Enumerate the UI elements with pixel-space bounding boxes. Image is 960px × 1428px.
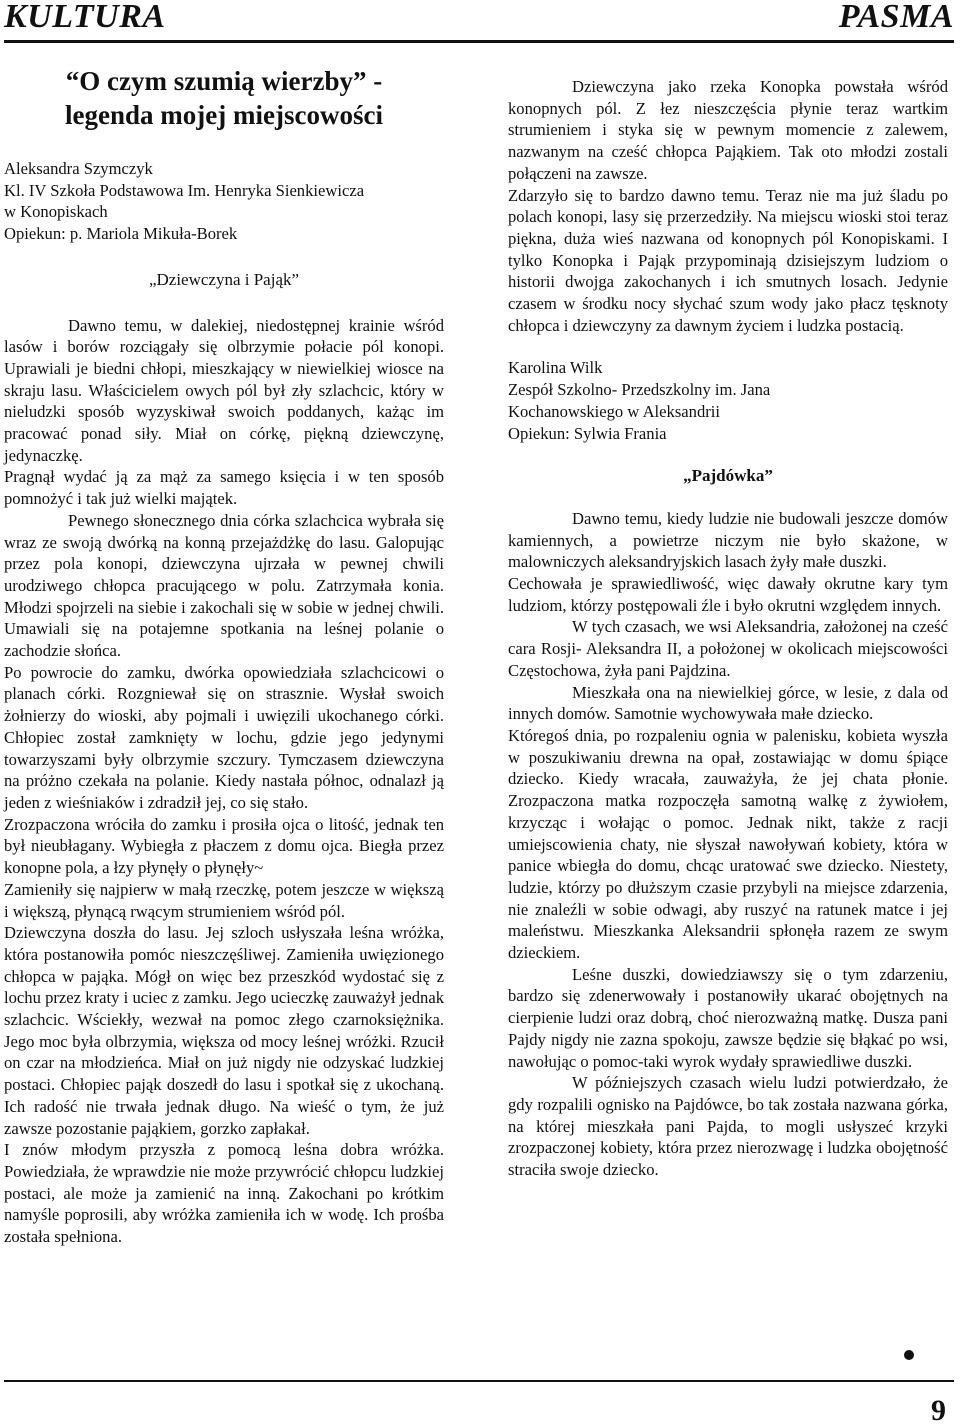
paragraph: Dziewczyna doszła do lasu. Jej szloch usłyszała leśna wróżka, która postanowiła pomóc nieszczęśliwej. Zamieniła uwięzionego chłopca w pająka. Mógł on więc bez przeszkód wydostać się z lochu przez kraty i uciec z zamku. Jego ucieczkę zauważył jednak szlachcic. Wściekły, wezwał na pomoc złego czarnoksiężnika. Jego moc była olbrzymia, większa od mocy leśnej wróżki. Rzucił on czar na młodzieńca. Miał on już nigdy nie odzyskać ludzkiej postaci. Chłopiec pająk doszedł do lasu i spotkał się z ukochaną. Ich radość nie trwała jednak długo. Na wieść o tym, że już zawsze pozostanie pająkiem, gorzko zapłakał. [4, 923, 444, 1138]
author-name: Aleksandra Szymczyk [4, 159, 153, 178]
article1-byline [4, 158, 444, 245]
paragraph: I znów młodym przyszła z pomocą leśna dobra wróżka. Powiedziała, że wprawdzie nie może przywrócić chłopcu ludzkiej postaci, ale może ja zamienić na inną. Zakochani po krótkim namyśle poprosili, aby wróżka zamieniła ich w wodę. Ich prośba została spełniona. [4, 1140, 444, 1247]
supervisor-name: Opiekun: p. Mariola Mikuła-Borek [4, 224, 238, 244]
author-name: Karolina Wilk [508, 358, 603, 378]
left-column [4, 64, 444, 1248]
paragraph: Zrozpaczona wróciła do zamku i prosiła ojca o litość, jednak ten był nieubłagany. Wybiegła z płaczem z domu ojca. Biegła przez konopne pola, a łzy płynęły o płynęły~ [4, 814, 444, 878]
paragraph: Dziewczyna jako rzeka Konopka powstała wśród konopnych pól. Z łez nieszczęścia płynie teraz wartkim strumieniem i styka się w pewnym momencie z zalewem, nazwanym na cześć chłopca Pająkiem. Tak oto młodzi zostali połączeni na zawsze. [508, 77, 948, 183]
paragraph: Dawno temu, w dalekiej, niedostępnej krainie wśród lasów i borów rozciągały się olbrzymie połacie pól konopi. Uprawiali je biedni chłopi, mieszkający w niewielkiej wiosce na skraju lasu. Właścicielem owych pól był zły szlachcic, który w nieludzki sposób wyzyskiwał swoich poddanych, każąc im pracować ponad siły. Miał on córkę, piękną dziewczynę, jedynaczkę. [4, 315, 444, 465]
article-title [4, 64, 444, 132]
footer-divider [4, 1380, 954, 1382]
section-name: KULTURA [4, 0, 166, 35]
header-divider [4, 40, 954, 43]
page-number: 9 [931, 1394, 946, 1427]
paragraph: Po powrocie do zamku, dwórka opowiedziała szlachcicowi o planach córki. Rozgniewał się on strasznie. Wysłał swoich żołnierzy do wioski, aby pojmali i uwięzili ukochanego córki. Chłopiec został zamknięty w lochu, gdzie jego jedynymi towarzyszami były olbrzymie szczury. Tymczasem dziewczyna na próżno czekała na polanie. Kiedy nastała północ, odnalazł ją jeden z wieśniaków i zdradził jej, co się stało. [4, 662, 444, 812]
paragraph: Leśne duszki, dowiedziawszy się o tym zdarzeniu, bardzo się zdenerwowały i postanowiły ukarać obojętnych na cierpienie ludzi oraz dobrą, choć nierozważną matkę. Dusza pani Pajdy nigdy nie zazna spokoju, zawsze będzie się błąkać po wsi, nawołując o pomoc-taki wyrok wydały sprawiedliwe duszki. [508, 964, 948, 1071]
paragraph: Zamieniły się najpierw w małą rzeczkę, potem jeszcze w większą i większą, płynącą rwącym strumieniem wśród pól. [4, 879, 444, 921]
end-of-article-dot [904, 1350, 914, 1360]
school-line: Zespół Szkolno- Przedszkolny im. Jana [508, 380, 771, 400]
title-line-1: “O czym szumią wierzby” - [65, 66, 383, 96]
school-line: Kl. IV Szkoła Podstawowa Im. Henryka Sienkiewicza [4, 180, 365, 200]
paragraph: Pewnego słonecznego dnia córka szlachcica wybrała się wraz ze swoją dwórką na konną przejażdżkę do lasu. Galopując przez pola konopi, dziewczyna ujrzała w pewnej chwili urodziwego chłopca pracującego w polu. Zatrzymała konia. Młodzi spojrzeli na siebie i zakochali się w sobie w jednej chwili. Umawiali się na potajemne spotkania na leśnej polanie o zachodzie słońca. [4, 510, 444, 661]
paragraph: Dawno temu, kiedy ludzie nie budowali jeszcze domów kamiennych, a powietrze niczym nie było skażone, w malowniczych aleksandryjskich lasach żyły małe duszki. [508, 508, 948, 572]
article2-byline [508, 357, 948, 444]
paragraph: Zdarzyło się to bardzo dawno temu. Teraz nie ma już śladu po polach konopi, lasy się przerzedziły. Na miejscu wioski stoi teraz piękna, duża wieś nazwana od konopnych pól Konopiskami. I tylko Konopka i Pająk przypominają dzisiejszym ludziom o historii dwojga zakochanych i ich smutnych losach. Jedynie czasem w środku nocy słychać szum wody jako płacz tęsknoty chłopca i dziewczyny za dawnym życiem i ludzka postacią. [508, 185, 948, 335]
right-column [508, 76, 948, 1181]
school-location: w Konopiskach [4, 202, 108, 222]
paragraph: W późniejszych czasach wielu ludzi potwierdzało, że gdy rozpalili ognisko na Pajdówce, bo tak została nazwana górka, na której mieszkała pani Pajda, to mogli usłyszeć krzyki zrozpaczonej kobiety, która przez nierozwagę i ludzka obojętność straciła swoje dziecko. [508, 1073, 948, 1180]
paragraph: Któregoś dnia, po rozpaleniu ognia w palenisku, kobieta wyszła w poszukiwaniu drewna na opał, zostawiając w domu śpiące dziecko. Kiedy wracała, zauważyła, że jej chata płonie. Zrozpaczona matka rozpoczęła samotną walkę z żywiołem, krzycząc i wołając o pomoc. Jednak nikt, także z racji umiejscowienia chaty, nie słyszał nawoływań kobiety, która w panice wbiegła do domu, chcąc uratować swe dziecko. Niestety, ludzie, którzy po dłuższym czasie przybyli na miejsce zdarzenia, nie znaleźli w sobie odwagi, aby ruszyć na ratunek matce i jej maleństwu. Mieszkanka Aleksandrii spłonęła razem ze swym dzieckiem. [508, 725, 948, 963]
paragraph: Mieszkała ona na niewielkiej górce, w lesie, z dala od innych domów. Samotnie wychowywała małe dziecko. [508, 682, 948, 724]
title-line-2: legenda mojej miejscowości [65, 100, 383, 130]
paragraph: W tych czasach, we wsi Aleksandria, założonej na cześć cara Rosji- Aleksandra II, a położonej w okolicach miejscowości Częstochowa, żyła pani Pajdzina. [508, 617, 948, 680]
paragraph: Pragnął wydać ją za mąż za samego księcia i w ten sposób pomnożyć i tak już wielki majątek. [4, 467, 444, 509]
school-location: Kochanowskiego w Aleksandrii [508, 401, 720, 421]
supervisor-name: Opiekun: Sylwia Frania [508, 423, 667, 443]
story-subtitle: „Pajdówka” [683, 466, 773, 486]
story-subtitle: „Dziewczyna i Pająk” [148, 269, 300, 289]
page-header [0, 0, 960, 42]
paragraph: Cechowała je sprawiedliwość, więc dawały okrutne kary tym ludziom, którzy postępowali źle i było okrutni względem innych. [508, 574, 948, 615]
magazine-name: PASMA [838, 0, 954, 35]
